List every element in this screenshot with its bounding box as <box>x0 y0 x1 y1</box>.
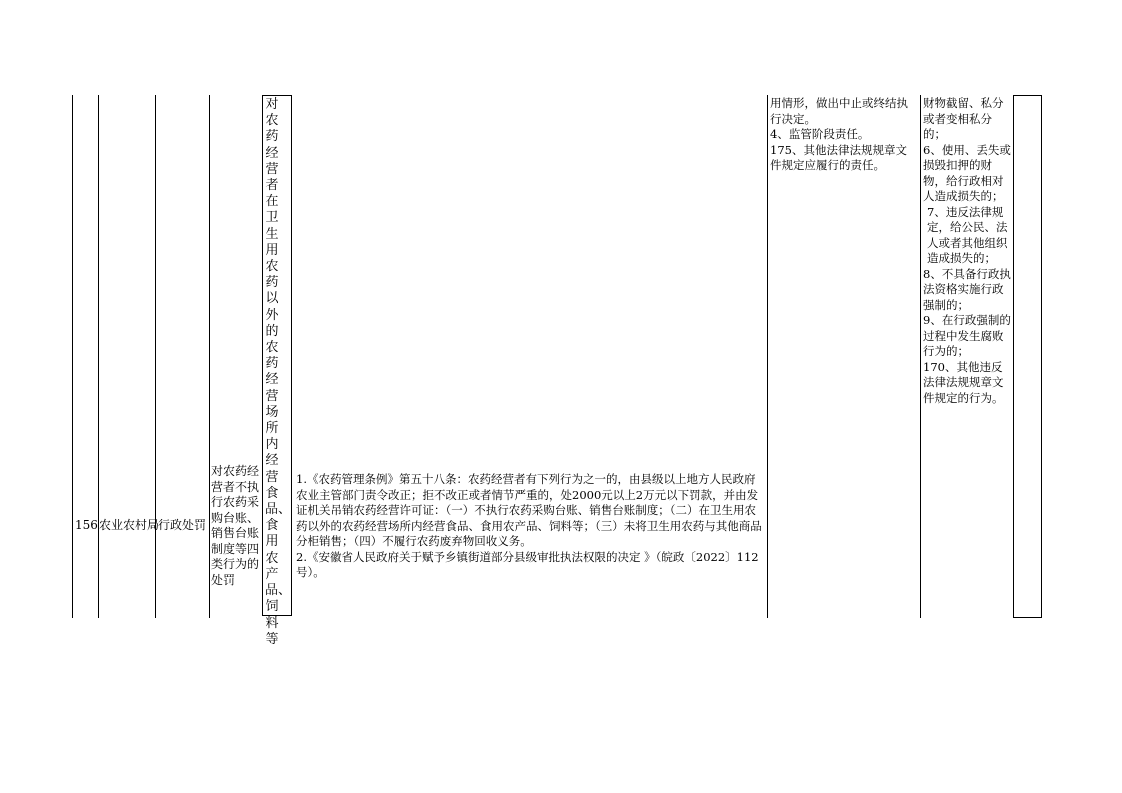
accountability-line-1: 财物截留、私分或者变相私分的； <box>923 96 1004 141</box>
sub-item-vertical-text: 对农药经营者在卫生用农药以外的农药经营场所内经营食品、食用农产品、饲料等 <box>265 97 292 647</box>
col-border-1 <box>72 95 73 618</box>
responsibility-line-3: 175、其他法律法规规章文件规定应履行的责任。 <box>770 142 907 172</box>
basis-item-1: 1.《农药管理条例》第五十八条：农药经营者有下列行为之一的，由县级以上地方人民政府农业主管部门责令改正；拒不改正或者情节严重的，处2000元以上2万元以下罚款，并由发证机关吊销农药经营许可证：（一）不执行农药采购台账、销售台账制度；（二）在卫生用农药以外的农药经营场所内经营食品、食用农产品、饲料等；（三）未将卫生用农药与其他商品分柜销售；（四）不履行农药废弃物回收义务。 <box>296 472 762 548</box>
department-cell <box>99 518 160 533</box>
responsibility-line-1: 用情形，做出中止或终结执行决定。 <box>770 96 908 126</box>
basis-item-2: 2.《安徽省人民政府关于赋予乡镇街道部分县级审批执法权限的决定 》（皖政〔2022〕112号）。 <box>296 549 759 579</box>
remarks-cell-border <box>1013 95 1042 618</box>
accountability-line-3: 7、违反法律规定，给公民、法人或者其他组织造成损失的； <box>927 204 1008 265</box>
col-border-3 <box>155 95 156 618</box>
category-cell: 行政处罚 <box>158 518 207 532</box>
responsibility-cell <box>770 96 918 196</box>
accountability-line-6: 170、其他违反法律法规规章文件规定的行为。 <box>923 359 1004 405</box>
responsibility-text <box>770 96 918 174</box>
accountability-text <box>923 96 1012 406</box>
item-name-cell: 对农药经营者不执行农药采购台账、销售台账制度等四类行为的处罚 <box>211 464 260 587</box>
row-index: 156 <box>75 518 98 532</box>
accountability-line-2: 6、使用、丢失或损毁扣押的财物，给行政相对人造成损失的； <box>923 142 1011 203</box>
col-border-2 <box>98 95 99 618</box>
col-border-4 <box>209 95 210 618</box>
responsibility-line-2: 4、监管阶段责任。 <box>770 127 870 141</box>
legal-basis-cell <box>296 472 764 581</box>
col-border-6 <box>920 95 921 618</box>
department-text: 农业农村局 <box>99 518 160 532</box>
accountability-cell <box>923 96 1012 416</box>
col-border-5 <box>767 95 768 618</box>
accountability-line-5: 9、在行政强制的过程中发生腐败行为的； <box>923 313 1011 358</box>
accountability-line-4: 8、不具备行政执法资格实施行政强制的； <box>923 266 1011 312</box>
